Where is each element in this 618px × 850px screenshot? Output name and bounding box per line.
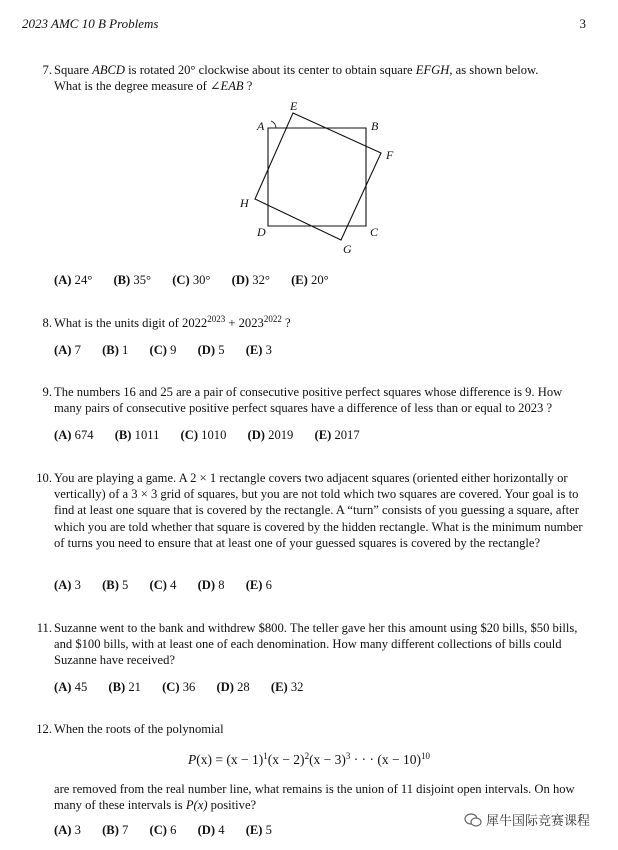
text-segment: ? <box>281 316 291 330</box>
choice-b[interactable]: (B) 1 <box>102 343 129 357</box>
exponent: 2022 <box>263 314 282 324</box>
watermark-text: 犀牛国际竞赛课程 <box>486 814 591 829</box>
choice-b[interactable]: (B) 1011 <box>114 428 160 442</box>
choice-a[interactable]: (A) 7 <box>54 343 81 357</box>
problem-10 <box>32 470 584 551</box>
text-segment: What is the degree measure of ∠ <box>54 79 221 94</box>
choice-c[interactable]: (C) 1010 <box>180 428 227 442</box>
choice-e[interactable]: (E) 2017 <box>314 428 360 442</box>
square-efgh <box>255 113 381 240</box>
choice-a[interactable]: (A) 45 <box>54 680 88 694</box>
choice-d[interactable]: (D) 4 <box>197 823 225 837</box>
problem-number: 10. <box>36 471 52 485</box>
choice-a[interactable]: (A) 24° <box>54 273 93 287</box>
choice-e[interactable]: (E) 3 <box>245 343 272 357</box>
label-h: H <box>240 196 249 210</box>
problem-7 <box>32 62 584 94</box>
choice-e[interactable]: (E) 5 <box>245 823 272 837</box>
math-eab: EAB <box>220 79 244 94</box>
problem-text: You are playing a game. A 2 × 1 rectangle covers two adjacent squares (oriented either horizontally or vertically) of a 3 × 3 grid of squares, but you are not told which two squares are covered. Your goal is to find at least one square that is covered by the rectangle. A “turn” consists of you guessing a square, after which you are told whether that square is covered by the hidden rectangle. What is the minimum number of turns you need to ensure that at least one of your guessed squares is covered by the rectangle? <box>54 471 583 550</box>
wechat-icon <box>464 813 482 827</box>
formula-seg: (x) <box>196 752 212 767</box>
choice-e[interactable]: (E) 20° <box>291 273 329 287</box>
choice-e[interactable]: (E) 32 <box>270 680 304 694</box>
label-g: G <box>343 242 352 256</box>
label-e: E <box>290 99 298 113</box>
answer-choices-8 <box>54 343 290 358</box>
math-px: P(x) <box>185 798 208 813</box>
text-segment: + 2023 <box>225 316 264 330</box>
choice-e[interactable]: (E) 6 <box>245 578 272 592</box>
choice-d[interactable]: (D) 32° <box>231 273 270 287</box>
text-segment: , as shown below. <box>449 63 539 77</box>
problem-8 <box>32 315 584 331</box>
answer-choices-10 <box>54 578 290 593</box>
formula-seg: (x − 2) <box>267 752 305 767</box>
choice-c[interactable]: (C) 30° <box>172 273 211 287</box>
header-title: 2023 AMC 10 B Problems <box>22 16 159 31</box>
choice-c[interactable]: (C) 4 <box>149 578 177 592</box>
choice-a[interactable]: (A) 3 <box>54 823 81 837</box>
problem-text: The numbers 16 and 25 are a pair of consecutive positive perfect squares whose difference is 9. How many pairs of consecutive positive perfect squares have a difference of less than or equal to 2023 ? <box>54 385 563 416</box>
problem-9 <box>32 384 584 416</box>
label-b: B <box>371 119 379 133</box>
choice-d[interactable]: (D) 28 <box>216 680 250 694</box>
label-d: D <box>257 225 266 239</box>
answer-choices-11 <box>54 680 321 695</box>
formula-seg: · · · (x − 10) <box>350 752 422 767</box>
exponent: 1 <box>263 751 268 761</box>
label-c: C <box>370 225 379 239</box>
choice-c[interactable]: (C) 6 <box>149 823 177 837</box>
choice-b[interactable]: (B) 5 <box>102 578 129 592</box>
rotated-squares-figure <box>226 98 396 256</box>
text-segment: is rotated 20° clockwise about its center to obtain square <box>125 63 416 77</box>
exponent: 2023 <box>207 314 226 324</box>
exponent: 2 <box>304 751 310 761</box>
problem-number: 12. <box>36 722 52 736</box>
problem-12-continued <box>32 781 584 813</box>
problem-text <box>54 781 584 813</box>
problem-intro: When the roots of the polynomial <box>54 722 224 736</box>
choice-d[interactable]: (D) 5 <box>197 343 225 357</box>
formula-seg: (x − 3) <box>309 752 346 767</box>
formula-p: P <box>187 752 197 767</box>
choice-b[interactable]: (B) 7 <box>102 823 129 837</box>
choice-b[interactable]: (B) 35° <box>113 273 152 287</box>
angle-mark <box>271 121 276 128</box>
choice-a[interactable]: (A) 3 <box>54 578 81 592</box>
text-segment: What is the units digit of 2022 <box>54 316 208 330</box>
choice-c[interactable]: (C) 36 <box>162 680 196 694</box>
answer-choices-9 <box>54 428 378 443</box>
problem-number: 11. <box>36 621 52 635</box>
problem-11 <box>32 620 584 669</box>
page-header <box>22 16 586 32</box>
choice-a[interactable]: (A) 674 <box>54 428 94 442</box>
answer-choices-12 <box>54 823 290 838</box>
polynomial-formula <box>0 752 618 768</box>
formula-seg: = (x − 1) <box>211 752 264 767</box>
math-efgh: EFGH <box>415 63 450 77</box>
math-abcd: ABCD <box>92 63 126 77</box>
choice-d[interactable]: (D) 2019 <box>247 428 294 442</box>
label-f: F <box>386 148 394 162</box>
watermark <box>464 810 590 829</box>
text-segment: positive? <box>207 798 257 813</box>
text-segment: Square <box>54 63 93 77</box>
exponent: 3 <box>345 751 351 761</box>
page-number: 3 <box>579 16 586 31</box>
problem-number: 9. <box>42 385 52 399</box>
problem-text <box>54 62 584 94</box>
problem-text <box>54 315 584 331</box>
choice-b[interactable]: (B) 21 <box>108 680 141 694</box>
text-segment: are removed from the real number line, what remains is the union of 11 disjoint open intervals. On how many of these intervals is <box>54 782 575 813</box>
problem-text: Suzanne went to the bank and withdrew $800. The teller gave her this amount using $20 bills, $50 bills, and $100 bills, with at least one of each denomination. How many different collections of bills could Suzanne have received? <box>54 621 578 668</box>
label-a: A <box>257 119 265 133</box>
text-segment: ? <box>243 79 253 94</box>
problem-number: 8. <box>42 316 52 330</box>
problem-12 <box>32 721 584 737</box>
square-abcd <box>268 128 366 226</box>
choice-d[interactable]: (D) 8 <box>197 578 225 592</box>
choice-c[interactable]: (C) 9 <box>149 343 177 357</box>
exponent: 10 <box>421 751 431 761</box>
answer-choices-7 <box>54 273 347 288</box>
problem-number: 7. <box>42 63 52 77</box>
